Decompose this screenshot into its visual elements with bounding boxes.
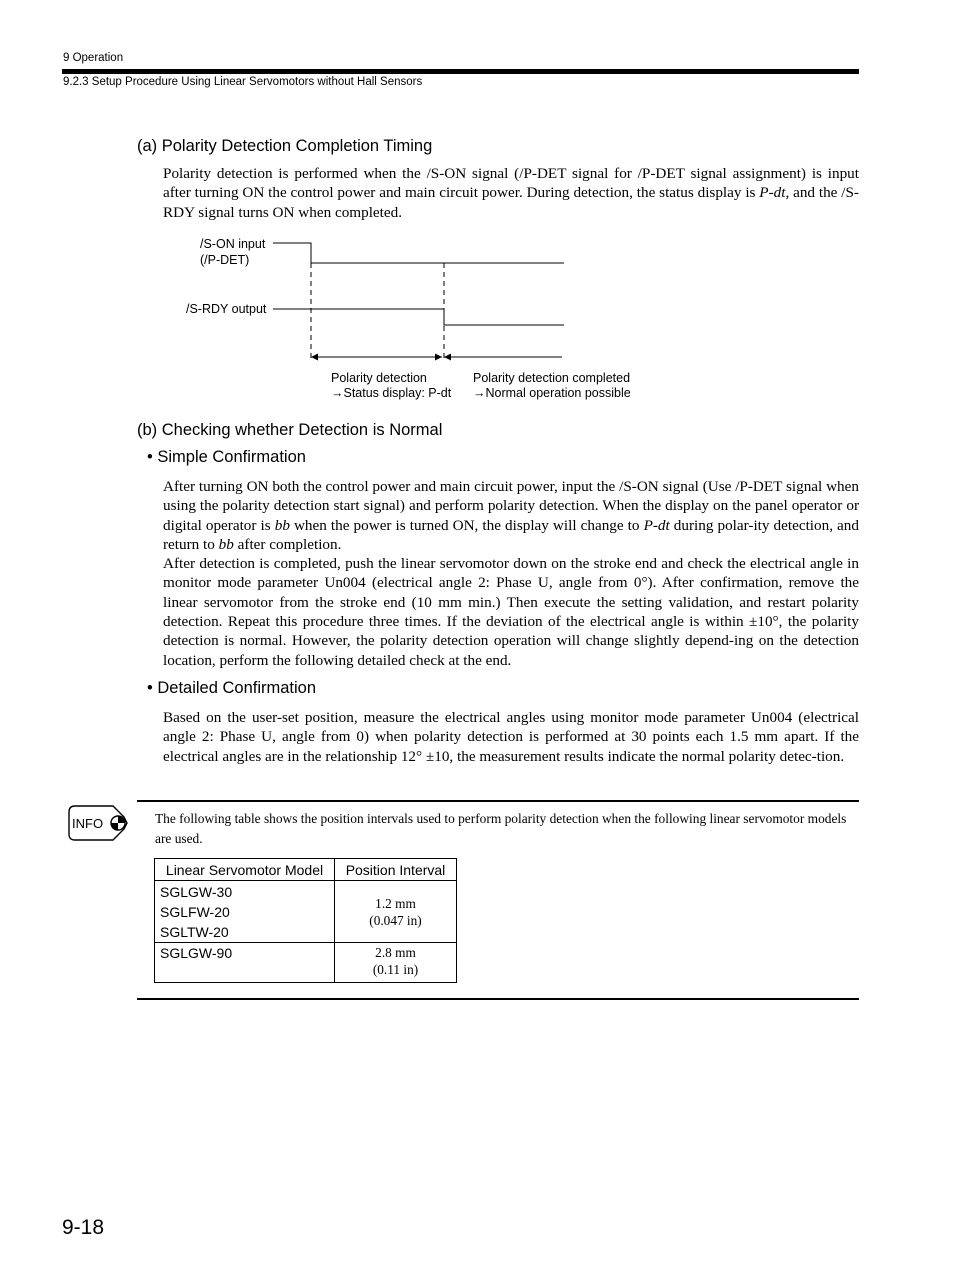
table-cell-interval: 1.2 mm (0.047 in) <box>335 881 457 943</box>
table-header-interval: Position Interval <box>335 859 457 881</box>
heading-polarity-detection-timing: (a) Polarity Detection Completion Timing <box>137 137 433 155</box>
timing-chart <box>180 230 660 405</box>
son-input-sublabel: (/P-DET) <box>200 253 250 267</box>
bullet-simple-confirmation: • Simple Confirmation <box>147 448 306 466</box>
chapter-title: 9 Operation <box>63 52 124 64</box>
arrowhead-left-2 <box>444 354 451 361</box>
table-row <box>155 943 457 983</box>
position-interval-table <box>154 858 457 983</box>
info-icon <box>67 802 133 844</box>
srdy-output-label: /S-RDY output <box>186 302 267 316</box>
arrowhead-left <box>311 354 318 361</box>
info-icon-label: INFO <box>72 816 104 831</box>
table-row <box>155 881 457 943</box>
table-cell-interval: 2.8 mm (0.11 in) <box>335 943 457 983</box>
table-cell-models: SGLGW-30 SGLFW-20 SGLTW-20 <box>155 881 335 943</box>
table-cell-models: SGLGW-90 <box>155 943 335 983</box>
info-text: The following table shows the position intervals used to perform polarity detection when the following linear servomotor models are used. <box>155 811 847 846</box>
paragraph-simple-confirmation: After turning ON both the control power and main circuit power, input the /S-ON signal (Use /P-DET signal when using the polarity detection start signal) and perform polarity detection. When the display on the panel operator or digital operator is bb when the power is turned ON, the display will change to P-dt during polar-ity detection, and return to bb after completion. After detection is completed, push the linear servomotor down on the stroke end and check the electrical angle in monitor mode parameter Un004 (electrical angle 2: Phase U, angle from 0°). After confirmation, remove the linear servomotor from the stroke end (10 mm min.) Then execute the setting validation, and restart polarity detection. Repeat this procedure three times. If the deviation of the electrical angle is within ±10°, the polarity detection is normal. However, the polarity detection operation will change slightly depend-ing on the detection location, perform the following detailed check at the end. <box>163 478 859 669</box>
section-title: 9.2.3 Setup Procedure Using Linear Servomotors without Hall Sensors <box>63 76 423 88</box>
paragraph-detailed-confirmation: Based on the user-set position, measure the electrical angles using monitor mode parameter Un004 (electrical angle 2: Phase U, angle from 0) when polarity detection is performed at 30 points each 1.5 mm apart. If the electrical angles are in the relationship 12° ±10, the measurement results indicate the normal polarity detec-tion. <box>163 709 859 765</box>
header-rule <box>62 69 859 74</box>
table-header-row <box>155 859 457 881</box>
page-number: 9-18 <box>62 1216 105 1239</box>
phase2-status: →Normal operation possible <box>473 386 631 400</box>
phase1-label: Polarity detection <box>331 371 427 385</box>
bullet-detailed-confirmation: • Detailed Confirmation <box>147 679 317 697</box>
info-top-rule <box>137 800 859 802</box>
arrowhead-right <box>435 354 442 361</box>
son-signal-waveform <box>273 243 564 263</box>
phase1-status: →Status display: P-dt <box>331 386 452 400</box>
info-bottom-rule <box>137 998 859 1000</box>
paragraph-timing-description: Polarity detection is performed when the /S-ON signal (/P-DET signal for /P-DET signal assignment) is input after turning ON the control power and main circuit power. During detection, the status display is P-dt, and the /S-RDY signal turns ON when completed. <box>163 165 859 221</box>
heading-checking-detection: (b) Checking whether Detection is Normal <box>137 421 443 439</box>
srdy-signal-waveform <box>273 309 564 325</box>
table-header-model: Linear Servomotor Model <box>155 859 335 881</box>
phase2-label: Polarity detection completed <box>473 371 631 385</box>
son-input-label: /S-ON input <box>200 237 266 251</box>
